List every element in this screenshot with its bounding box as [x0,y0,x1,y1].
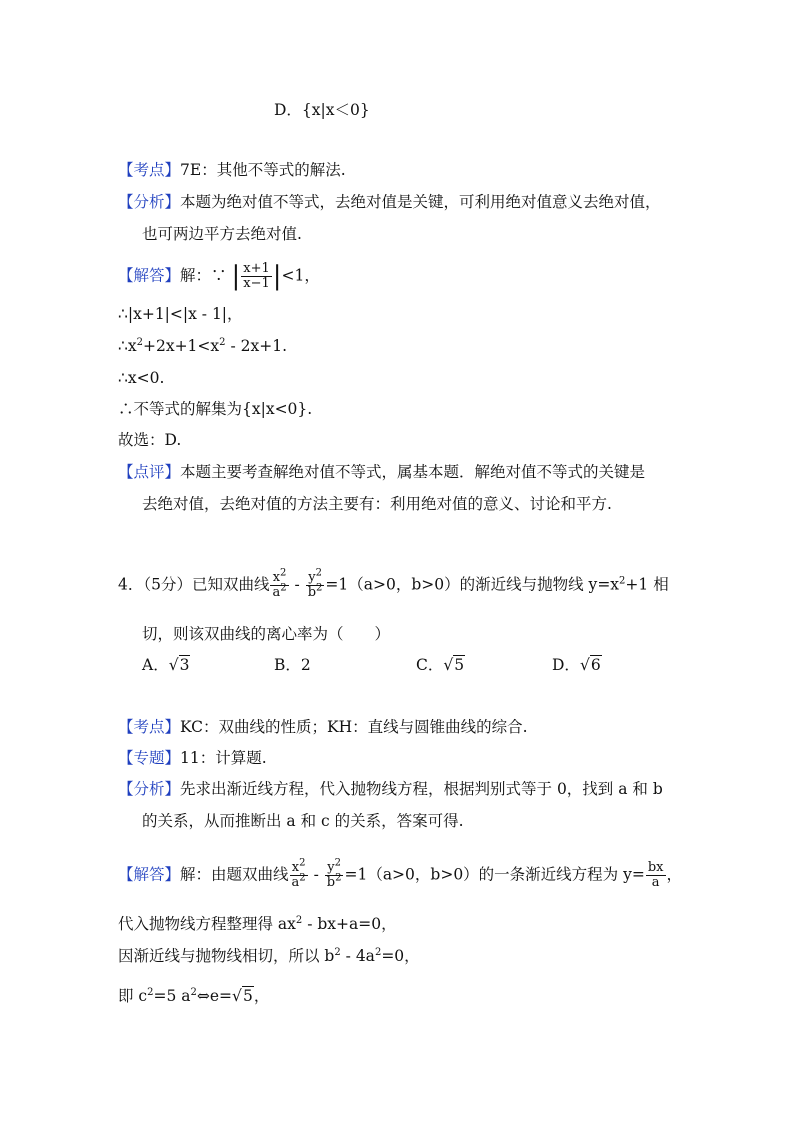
kaodian-tag: 【考点】 [118,161,181,179]
sqrt-icon: √5 [232,987,253,1005]
frac-num: $x^2$ [270,571,288,586]
minus: - [308,865,324,884]
jieda-c: ， [666,865,683,884]
zhuanti-text: 11：计算题. [180,749,267,767]
frac-den: a [651,875,660,890]
abs-bar-right: | [272,261,282,292]
sup-2: 2 [219,336,226,348]
q3-fenxi [118,192,661,212]
fenxi-text-1: 先求出渐近线方程，代入抛物线方程，根据判别式等于 0，找到 a 和 b [180,780,663,798]
option-b[interactable]: B．2 [274,656,311,674]
fraction-bx-a [646,861,666,890]
q3-step1: ∴|x+1|<|x - 1|， [118,305,243,323]
step2-a: ∴x [118,337,137,355]
fraction [241,262,272,291]
option-d-q4[interactable]: D．√6 [552,656,601,674]
q3-step3: ∴x<0. [118,369,165,387]
jieda-tag: 【解答】 [118,865,181,884]
frac-num: $y^2$ [325,861,344,876]
option-c[interactable]: C．√5 [416,656,465,674]
jieda-b: =1（a>0，b>0）的一条渐近线方程为 y= [344,865,645,884]
step2-b: +2x+1<x [142,337,220,355]
q4-fenxi-cont: 的关系，从而推断出 a 和 c 的关系，答案可得. [142,812,464,830]
stem-b: =1（a>0，b>0）的渐近线与抛物线 y=x [325,575,620,594]
abs-bar-left: | [231,261,241,292]
frac-den: $b^2$ [326,872,342,890]
sup-2: 2 [136,336,143,348]
zhuanti-tag: 【专题】 [118,749,181,767]
q3-kaodian [118,160,346,180]
q4-fenxi [118,779,663,799]
option-a[interactable]: A．√3 [142,656,190,674]
jieda-post: <1， [281,266,320,285]
jieda-pre: 解：∵ [180,266,227,285]
minus: - [289,575,305,594]
kaodian-text: 7E：其他不等式的解法. [180,161,346,179]
q3-step2 [118,336,287,356]
q4-zhuanti [118,748,267,768]
q3-choice: 故选：D. [118,431,182,449]
stem-a: 4．（5分）已知双曲线 [118,575,270,594]
sqrt-icon: √3 [168,656,190,674]
sup-2: 2 [619,575,626,587]
frac-den: $a^2$ [291,872,306,890]
q3-fenxi-cont: 也可两边平方去绝对值. [142,225,302,243]
frac-num: bx [647,860,664,875]
dianping-text-1: 本题主要考查解绝对值不等式，属基本题．解绝对值不等式的关键是 [180,463,646,481]
kaodian-text: KC：双曲线的性质；KH：直线与圆锥曲线的综合. [180,718,528,736]
option-d: D．{x|x＜0} [274,101,370,119]
jieda-tag: 【解答】 [118,266,181,285]
q3-jieda [118,262,320,291]
fenxi-tag: 【分析】 [118,193,181,211]
step2-c: - 2x+1. [225,337,288,355]
fraction-y2-b2 [306,567,325,600]
frac-den: x−1 [243,276,270,291]
q4-jieda [118,857,683,890]
frac-num: $y^2$ [306,571,325,586]
frac-num: $x^2$ [290,861,308,876]
fraction-x2-a2 [290,857,308,890]
q3-step4: ∴不等式的解集为{x|x<0}. [118,400,313,418]
fenxi-tag: 【分析】 [118,780,181,798]
q4-line2: 代入抛物线方程整理得 $ax^2 - bx+a=0$， [118,914,397,933]
frac-num: x+1 [243,261,270,276]
jieda-a: 解：由题双曲线 [180,865,289,884]
q4-stem-cont: 切，则该双曲线的离心率为（ ） [142,625,391,643]
dianping-tag: 【点评】 [118,463,181,481]
sqrt-icon: √6 [579,656,601,674]
q4-line3: 因渐近线与抛物线相切，所以 $b^2 - 4a^2=0$， [118,946,420,965]
q4-stem [118,567,669,600]
q4-line4: 即 $c^2=5$ $a^2\Leftrightarrow e=√5$， [118,986,270,1005]
stem-c: +1 相 [625,575,669,594]
frac-den: $b^2$ [307,582,323,600]
fenxi-text-1: 本题为绝对值不等式，去绝对值是关键，可利用绝对值意义去绝对值， [180,193,661,211]
q3-dianping-cont: 去绝对值，去绝对值的方法主要有：利用绝对值的意义、讨论和平方. [142,495,612,513]
fraction-y2-b2 [325,857,344,890]
q4-kaodian [118,717,528,737]
q3-dianping [118,462,645,482]
fraction-x2-a2 [270,567,288,600]
frac-den: $a^2$ [272,582,287,600]
kaodian-tag: 【考点】 [118,718,181,736]
sqrt-icon: √5 [443,656,465,674]
